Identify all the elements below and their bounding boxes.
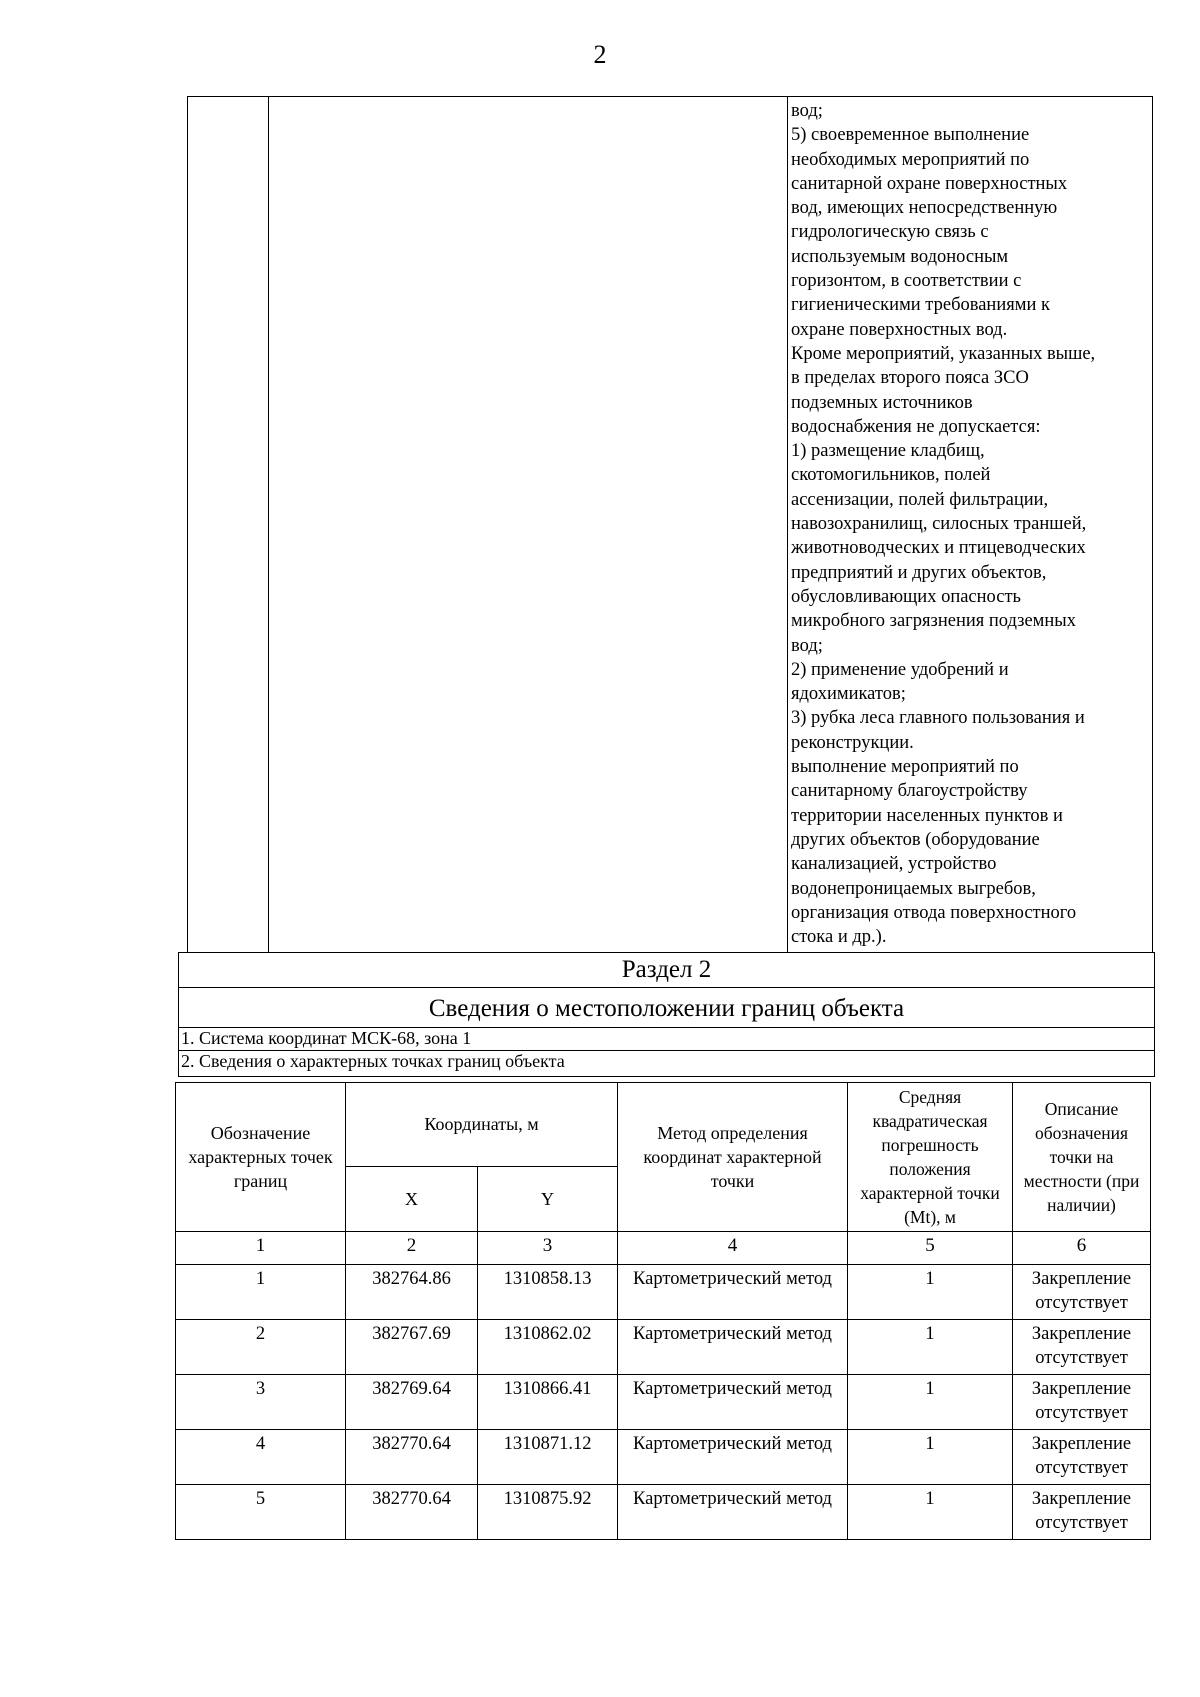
coord-y: 1310871.12 bbox=[478, 1430, 618, 1485]
header-description: Описание обозначения точки на местности (при наличии) bbox=[1013, 1083, 1151, 1232]
mt-error: 1 bbox=[848, 1320, 1013, 1375]
point-id: 4 bbox=[176, 1430, 346, 1485]
coord-y: 1310866.41 bbox=[478, 1375, 618, 1430]
coord-x: 382770.64 bbox=[346, 1430, 478, 1485]
column-number: 3 bbox=[478, 1232, 618, 1265]
table-row bbox=[176, 1265, 1151, 1320]
mt-error: 1 bbox=[848, 1430, 1013, 1485]
coord-y: 1310858.13 bbox=[478, 1265, 618, 1320]
boundary-points-table bbox=[175, 1082, 1151, 1540]
method: Картометрический метод bbox=[618, 1485, 848, 1540]
point-description: Закрепление отсутствует bbox=[1013, 1375, 1151, 1430]
table-row bbox=[176, 1485, 1151, 1540]
header-designation: Обозначение характерных точек границ bbox=[176, 1083, 346, 1232]
mt-error: 1 bbox=[848, 1265, 1013, 1320]
coord-x: 382767.69 bbox=[346, 1320, 478, 1375]
header-method: Метод определения координат характерной точки bbox=[618, 1083, 848, 1232]
point-description: Закрепление отсутствует bbox=[1013, 1430, 1151, 1485]
coord-y: 1310875.92 bbox=[478, 1485, 618, 1540]
header-coordinates: Координаты, м bbox=[346, 1083, 618, 1167]
mt-error: 1 bbox=[848, 1375, 1013, 1430]
method: Картометрический метод bbox=[618, 1375, 848, 1430]
coord-x: 382769.64 bbox=[346, 1375, 478, 1430]
table-row bbox=[176, 1320, 1151, 1375]
point-id: 1 bbox=[176, 1265, 346, 1320]
coord-x: 382764.86 bbox=[346, 1265, 478, 1320]
coord-x: 382770.64 bbox=[346, 1485, 478, 1540]
header-error: Средняя квадратическая погрешность положения характерной точки (Mt), м bbox=[848, 1083, 1013, 1232]
method: Картометрический метод bbox=[618, 1265, 848, 1320]
column-divider bbox=[268, 97, 269, 952]
header-x: X bbox=[346, 1166, 478, 1231]
section-subtitle: Сведения о местоположении границ объекта bbox=[178, 987, 1155, 1028]
mt-error: 1 bbox=[848, 1485, 1013, 1540]
coord-system-line: 1. Система координат МСК-68, зона 1 bbox=[178, 1028, 1155, 1051]
column-number: 5 bbox=[848, 1232, 1013, 1265]
column-divider bbox=[787, 97, 788, 952]
points-caption-line: 2. Сведения о характерных точках границ объекта bbox=[178, 1051, 1155, 1077]
section-title: Раздел 2 bbox=[178, 952, 1155, 988]
table-row bbox=[176, 1430, 1151, 1485]
method: Картометрический метод bbox=[618, 1320, 848, 1375]
coord-y: 1310862.02 bbox=[478, 1320, 618, 1375]
point-description: Закрепление отсутствует bbox=[1013, 1265, 1151, 1320]
page-number: 2 bbox=[593, 40, 607, 69]
method: Картометрический метод bbox=[618, 1430, 848, 1485]
continuation-text: вод; 5) своевременное выполнение необходимых мероприятий по санитарной охране поверхностных вод, имеющих непосредственную гидрологическую связь с используемым водоносным горизонтом, в соответствии с гигиеническими требованиями к охране поверхностных вод. Кроме мероприятий, указанных выше, в пределах второго пояса ЗСО подземных источников водоснабжения не допускается: 1) размещение кладбищ, скотомогильников, полей ассенизации, полей фильтрации, навозохранилищ, силосных траншей, животноводческих и птицеводческих предприятий и других объектов, обусловливающих опасность микробного загрязнения подземных вод; 2) применение удобрений и ядохимикатов; 3) рубка леса главного пользования и реконструкции. выполнение мероприятий по санитарному благоустройству территории населенных пунктов и других объектов (оборудование канализацией, устройство водонепроницаемых выгребов, организация отвода поверхностного стока и др.). bbox=[791, 101, 1096, 948]
point-id: 2 bbox=[176, 1320, 346, 1375]
continuation-block bbox=[187, 96, 1153, 952]
column-number: 2 bbox=[346, 1232, 478, 1265]
column-number: 4 bbox=[618, 1232, 848, 1265]
point-description: Закрепление отсутствует bbox=[1013, 1485, 1151, 1540]
table-row bbox=[176, 1375, 1151, 1430]
point-description: Закрепление отсутствует bbox=[1013, 1320, 1151, 1375]
header-y: Y bbox=[478, 1166, 618, 1231]
column-number: 1 bbox=[176, 1232, 346, 1265]
column-number-row bbox=[176, 1232, 1151, 1265]
point-id: 3 bbox=[176, 1375, 346, 1430]
column-number: 6 bbox=[1013, 1232, 1151, 1265]
point-id: 5 bbox=[176, 1485, 346, 1540]
